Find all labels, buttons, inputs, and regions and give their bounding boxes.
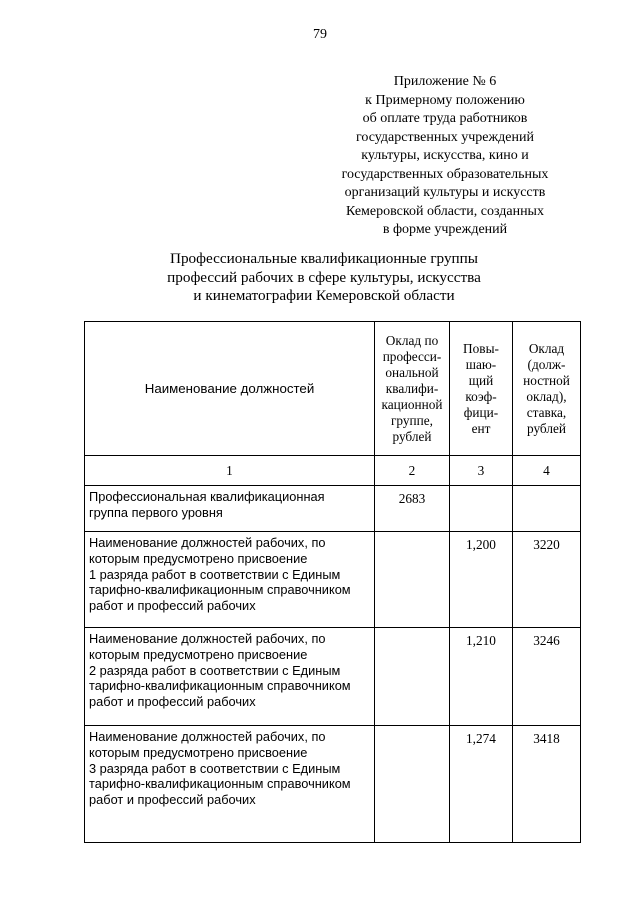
header-line: фици- <box>463 404 499 420</box>
salary-rate-cell <box>513 486 581 532</box>
appendix-line: об оплате труда работников <box>362 111 528 126</box>
appendix-note <box>310 73 580 240</box>
header-base-salary <box>375 322 450 456</box>
cell-line: работ и профессий рабочих <box>89 694 256 710</box>
cell-line: Наименование должностей рабочих, по <box>89 631 326 646</box>
position-name-cell <box>85 486 375 532</box>
position-name-cell <box>85 628 375 726</box>
header-line: кационной <box>381 396 443 412</box>
header-line: Оклад <box>528 340 565 356</box>
base-salary-cell <box>375 726 450 843</box>
position-name-cell <box>85 532 375 628</box>
header-line: ностной <box>523 372 570 388</box>
cell-line: работ и профессий рабочих <box>89 598 256 614</box>
column-number: 1 <box>85 456 375 486</box>
header-line: щий <box>468 372 494 388</box>
header-line: оклад), <box>526 388 567 404</box>
cell-line: тарифно-квалификационным справочником <box>89 678 351 694</box>
header-line: рублей <box>392 428 432 444</box>
position-name-cell <box>85 726 375 843</box>
header-line: квалифи- <box>385 380 439 396</box>
header-line: Оклад по <box>385 332 439 348</box>
cell-line: тарифно-квалификационным справочником <box>89 582 351 598</box>
column-number-row <box>85 456 581 486</box>
base-salary-cell: 2683 <box>375 486 450 532</box>
cell-line: 2 разряда работ в соответствии с Единым <box>89 662 341 678</box>
header-line: професси- <box>382 348 442 364</box>
cell-line: тарифно-квалификационным справочником <box>89 776 351 792</box>
appendix-line: Кемеровской области, созданных <box>346 203 544 219</box>
header-line: коэф- <box>465 388 497 404</box>
qualification-table <box>84 321 581 843</box>
table-row <box>85 486 581 532</box>
cell-line: Наименование должностей рабочих, по <box>89 729 326 744</box>
header-line: (долж- <box>527 356 566 372</box>
coefficient-cell: 1,210 <box>450 628 513 726</box>
base-salary-cell <box>375 628 450 726</box>
appendix-line: государственных учреждений <box>356 129 534 145</box>
title-line: профессий рабочих в сфере культуры, искусства <box>167 268 481 286</box>
cell-line: которым предусмотрено присвоение <box>89 646 308 662</box>
coefficient-cell <box>450 486 513 532</box>
cell-line: которым предусмотрено присвоение <box>89 550 308 566</box>
header-salary-rate <box>513 322 581 456</box>
cell-line: группа первого уровня <box>89 504 223 520</box>
cell-line: Профессиональная квалификационная <box>89 489 325 504</box>
cell-line: Наименование должностей рабочих, по <box>89 535 326 550</box>
title-line: Профессиональные квалификационные группы <box>169 250 478 267</box>
page-number: 79 <box>313 27 327 42</box>
document-title <box>0 250 640 306</box>
cell-line: которым предусмотрено присвоение <box>89 744 308 760</box>
header-line: ональной <box>385 364 439 380</box>
column-number: 2 <box>375 456 450 486</box>
coefficient-cell: 1,200 <box>450 532 513 628</box>
appendix-line: государственных образовательных <box>341 166 549 182</box>
title-line: и кинематографии Кемеровской области <box>193 287 455 304</box>
table-row <box>85 532 581 628</box>
appendix-line: организаций культуры и искусств <box>344 185 546 200</box>
appendix-line: культуры, искусства, кино и <box>361 148 529 163</box>
column-number: 3 <box>450 456 513 486</box>
table-row <box>85 628 581 726</box>
table-header-row <box>85 322 581 456</box>
header-coefficient <box>450 322 513 456</box>
header-line: шаю- <box>465 356 497 372</box>
cell-line: работ и профессий рабочих <box>89 792 256 808</box>
cell-line: 3 разряда работ в соответствии с Единым <box>89 760 341 776</box>
header-line: Повы- <box>463 340 499 356</box>
appendix-line: к Примерному положению <box>365 92 525 108</box>
base-salary-cell <box>375 532 450 628</box>
header-line: ент <box>471 420 491 436</box>
coefficient-cell: 1,274 <box>450 726 513 843</box>
salary-rate-cell: 3220 <box>513 532 581 628</box>
header-line: рублей <box>526 420 567 436</box>
salary-rate-cell: 3246 <box>513 628 581 726</box>
column-number: 4 <box>513 456 581 486</box>
header-line: группе, <box>390 412 434 428</box>
cell-line: 1 разряда работ в соответствии с Единым <box>89 566 341 582</box>
appendix-line: в форме учреждений <box>382 222 508 237</box>
table-row <box>85 726 581 843</box>
header-line: ставка, <box>526 404 567 420</box>
appendix-line: Приложение № 6 <box>393 74 497 89</box>
header-position-name: Наименование должностей <box>85 322 375 456</box>
salary-rate-cell: 3418 <box>513 726 581 843</box>
